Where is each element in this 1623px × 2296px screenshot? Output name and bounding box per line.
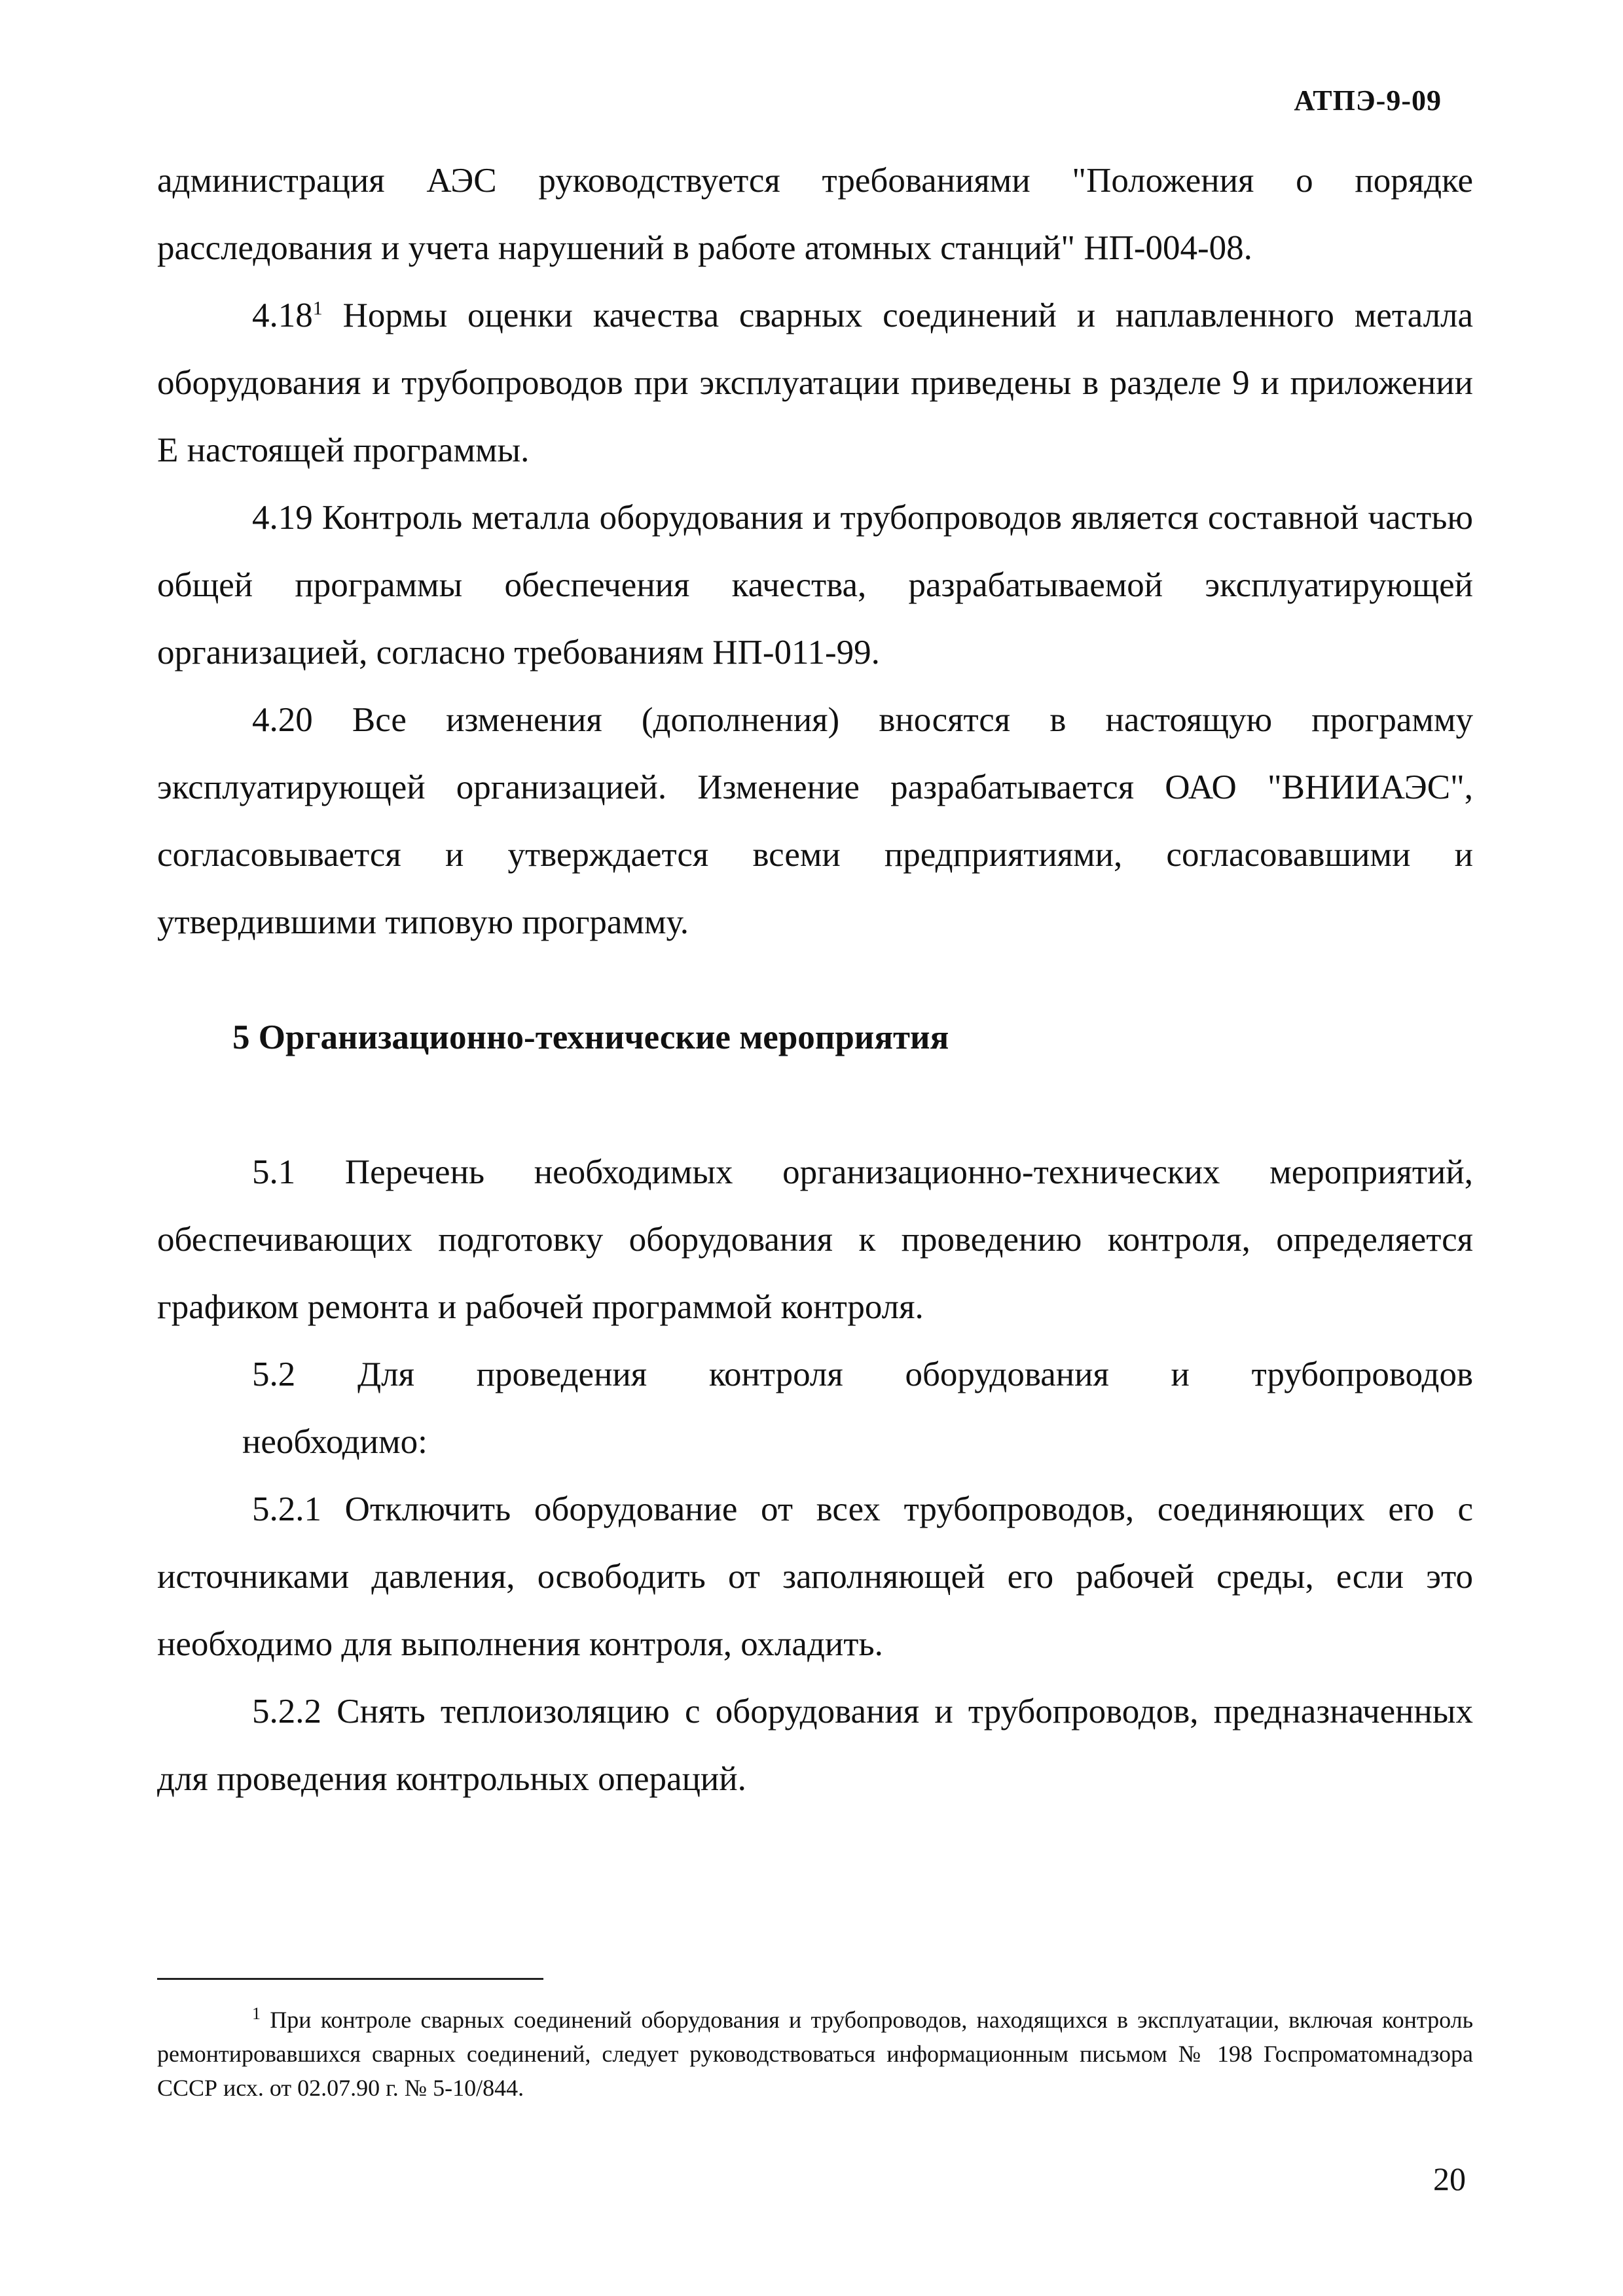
footnote-text: При контроле сварных соединений оборудования и трубопроводов, находящихся в эксплуатации, включая контроль ремонтировавшихся сварных соединений, следует руководствоваться информационным письмом № 198 Госпроматомнадзора СССР исх. от 02.07.90 г. № 5-10/844. bbox=[157, 2007, 1473, 2101]
document-code: АТПЭ-9-09 bbox=[1294, 84, 1442, 117]
footnote-divider bbox=[157, 1978, 543, 1980]
footnote-ref-marker: 1 bbox=[312, 297, 323, 319]
paragraph-5-2-1: 5.2.1 Отключить оборудование от всех трубопроводов, соединяющих его с источниками давления, освободить от заполняющей его рабочей среды, если это необходимо для выполнения контроля, охладить. bbox=[157, 1490, 1473, 1663]
paragraph-4-18-text: Нормы оценки качества сварных соединений и наплавленного металла оборудования и трубопроводов при эксплуатации приведены в разделе 9 и приложении Е настоящей программы. bbox=[157, 296, 1473, 469]
footnote-marker: 1 bbox=[252, 2004, 261, 2023]
paragraph-4-19: 4.19 Контроль металла оборудования и трубопроводов является составной частью общей программы обеспечения качества, разрабатываемой эксплуатирующей организацией, согласно требованиям НП-011-99. bbox=[157, 499, 1473, 672]
paragraph-5-2-line2: необходимо: bbox=[242, 1423, 428, 1461]
paragraph-5-1: 5.1 Перечень необходимых организационно-технических мероприятий, обеспечивающих подготовку оборудования к проведению контроля, определяется графиком ремонта и рабочей программой контроля. bbox=[157, 1153, 1473, 1326]
footnote-paragraph bbox=[157, 2003, 1473, 2105]
body-block-1 bbox=[157, 147, 1473, 956]
footnote bbox=[157, 2003, 1473, 2105]
paragraph-intro: администрация АЭС руководствуется требованиями "Положения о порядке расследования и учета нарушений в работе атомных станций" НП-004-08. bbox=[157, 162, 1473, 267]
body-block-2 bbox=[157, 1139, 1473, 1813]
paragraph-4-18 bbox=[157, 282, 1473, 484]
paragraph-5-2-2: 5.2.2 Снять теплоизоляцию с оборудования и трубопроводов, предназначенных для проведения контрольных операций. bbox=[157, 1693, 1473, 1798]
section-5-heading: 5 Организационно-технические мероприятия bbox=[232, 1018, 949, 1056]
paragraph-5-2-line1: 5.2 Для проведения контроля оборудования и трубопроводов bbox=[252, 1355, 1473, 1393]
paragraph-4-20: 4.20 Все изменения (дополнения) вносятся в настоящую программу эксплуатирующей организацией. Изменение разрабатывается ОАО "ВНИИАЭС", согласовывается и утверждается всеми предприятиями, согласовавшими и утвердившими типовую программу. bbox=[157, 701, 1473, 941]
paragraph-4-18-number: 4.18 bbox=[252, 296, 313, 334]
page-number: 20 bbox=[1433, 2161, 1466, 2197]
